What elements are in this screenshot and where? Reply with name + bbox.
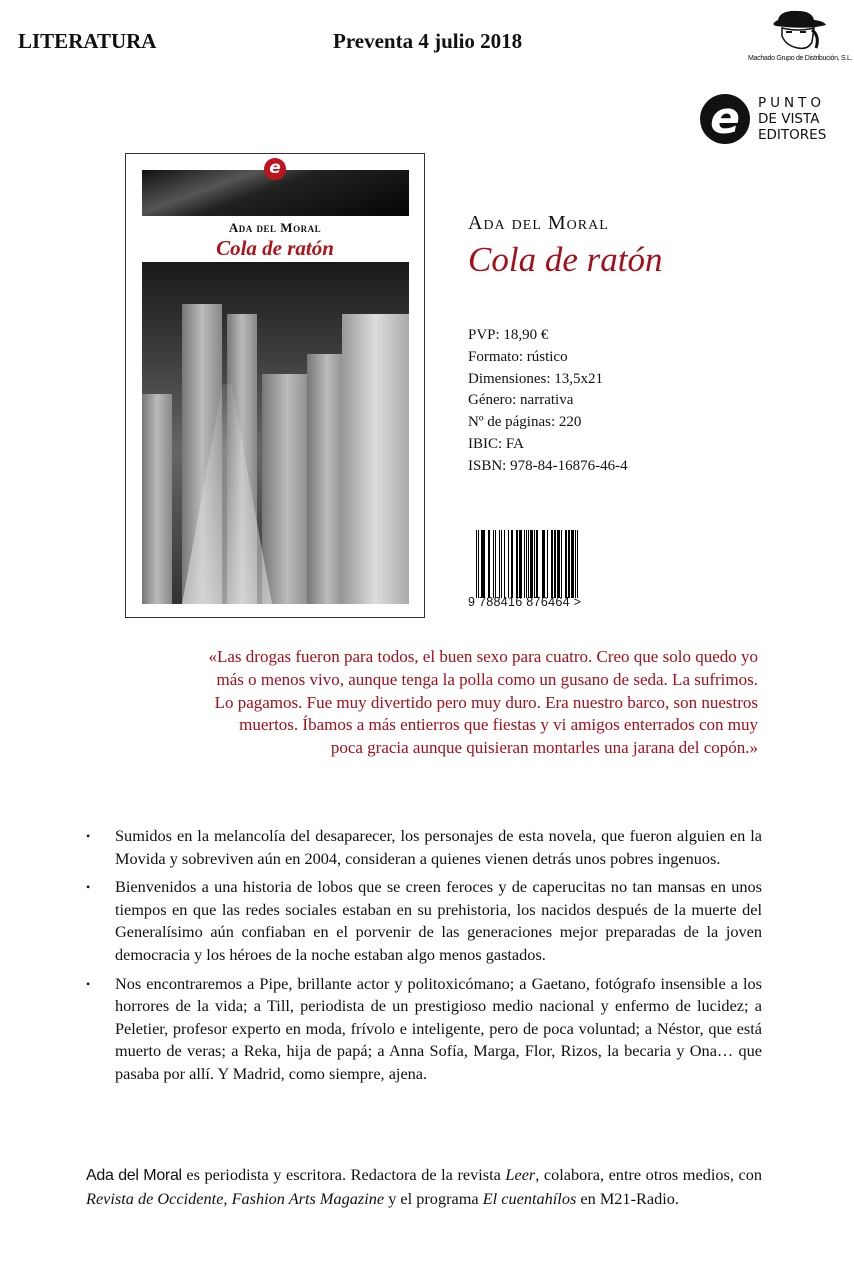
barcode-bars	[476, 530, 581, 598]
barcode-bar	[577, 530, 578, 598]
presale-date: Preventa 4 julio 2018	[333, 29, 523, 53]
book-quote: «Las drogas fueron para todos, el buen sexo para cuatro. Creo que solo quedo yo más o menos vivo, aunque tenga la polla como un gusano de seda. La sufrimos. Lo pagamos. Fue muy divertido pero muy duro. Era nuestro barco, son nuestros muertos. Íbamos a más entierros que fiestas y vi amigos enterrados con muy poca gracia aunque quisieran montarles una jarana del copón.»	[208, 647, 758, 758]
barcode-number: 9 788416 876464 >	[468, 595, 582, 609]
author-bio: Ada del Moral es periodista y escritora. Redactora de la revista Leer, colabora, entre otros medios, con Revista de Occidente, Fashion Arts Magazine y el programa El cuentahílos en M21-Radio.	[86, 1165, 762, 1208]
list-item: • Bienvenidos a una historia de lobos que se creen feroces y de caperucitas no tan mansas en unos tiempos en que las redes sociales estaban en su prehistoria, los nacidos después de la muerte del Generalísimo aún confiaban en el porvenir de las generaciones mejor preparadas de la joven democracia y los héroes de la noche estaban algo menos gastados.	[86, 877, 762, 964]
book-author: Ada del Moral	[468, 212, 609, 234]
hat-man-icon	[768, 8, 828, 50]
isbn-barcode	[468, 530, 581, 609]
list-item: • Sumidos en la melancolía del desaparecer, los personajes de esta novela, que fueron alguien en la Movida y sobreviven aún en 2004, consideran a quienes vienen detrás unos pobres ingenuos.	[86, 826, 762, 868]
detail-dimensions: Dimensiones: 13,5x21	[468, 370, 603, 387]
detail-genre: Género: narrativa	[468, 392, 574, 409]
cover-title: Cola de ratón	[216, 236, 334, 260]
publisher-logo: e PUNTO DE VISTA EDITORES	[700, 94, 826, 144]
cover-publisher-icon: e	[264, 158, 286, 180]
cover-author: Ada del Moral	[228, 220, 322, 235]
distributor-logo: Machado Grupo de Distribución, S.L.	[748, 8, 848, 62]
book-title: Cola de ratón	[468, 240, 663, 279]
detail-price: PVP: 18,90 €	[468, 327, 549, 343]
list-item: • Nos encontraremos a Pipe, brillante actor y politoxicómano; a Gaetano, fotógrafo insensible a los horrores de la vida; a Till, periodista de un prestigioso medio nacional y enfermo de lucidez; a Peletier, profesor experto en moda, frívolo e inteligente, pero de poca voluntad; a Néstor, que está muerto de veras; a Reka, hija de papá; a Anna Sofía, Marga, Flor, Rizos, la becaria y Ona… que pasaba por allí. Y Madrid, como siempre, ajena.	[86, 973, 762, 1083]
detail-format: Formato: rústico	[468, 348, 568, 365]
synopsis-list	[86, 825, 762, 1092]
detail-pages: Nº de páginas: 220	[468, 414, 582, 431]
detail-ibic: IBIC: FA	[468, 435, 524, 452]
cover-city-photo	[142, 262, 409, 604]
book-cover	[125, 153, 425, 618]
category-label: LITERATURA	[18, 29, 157, 53]
detail-isbn: ISBN: 978-84-16876-46-4	[468, 457, 628, 474]
book-details	[468, 325, 628, 478]
publisher-e-icon: e	[700, 94, 750, 144]
